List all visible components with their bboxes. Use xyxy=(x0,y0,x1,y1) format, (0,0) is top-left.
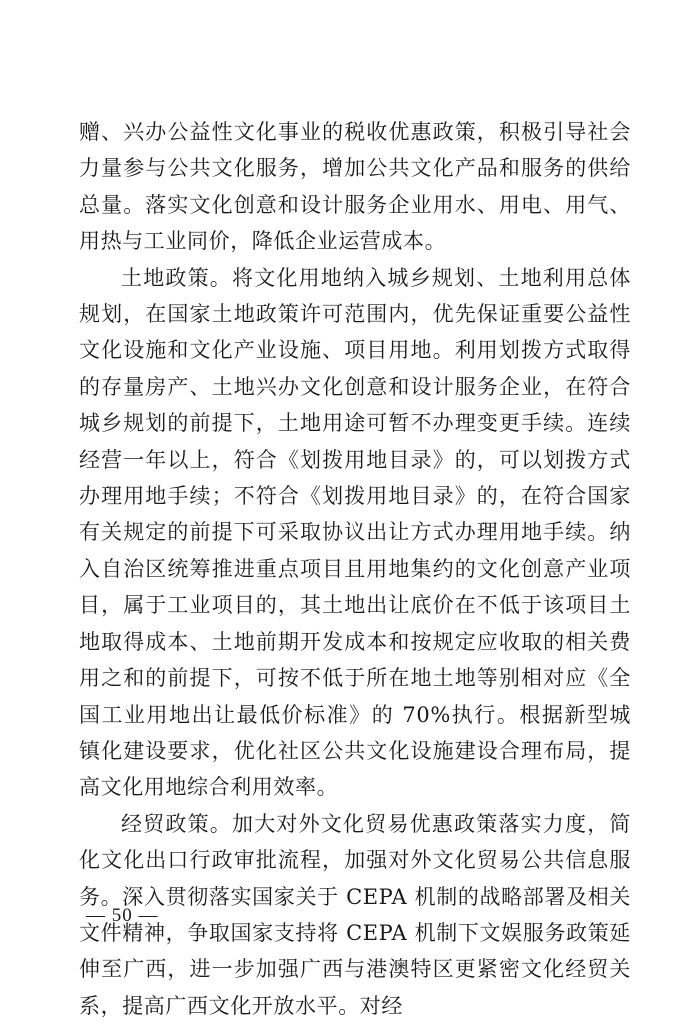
paragraph-lead-land-policy: 土地政策。 xyxy=(121,265,232,290)
paragraph-trade-policy xyxy=(79,806,631,1024)
paragraph-land-policy xyxy=(79,260,631,806)
paragraph-text: 加大对外文化贸易优惠政策落实力度，简化文化出口行政审批流程，加强对外文化贸易公共信息服务。深入贯彻落实国家关于 CEPA 机制的战略部署及相关文件精神，争取国家支持将 CEPA 机制下文娱服务政策延伸至广西，进一步加强广西与港澳特区更紧密文化经贸关系，提高广西文化开放水平。对经 xyxy=(79,811,631,1018)
page-number: — 50 — xyxy=(86,905,159,926)
paragraph-tax-continued xyxy=(79,114,631,260)
paragraph-text: 赠、兴办公益性文化事业的税收优惠政策，积极引导社会力量参与公共文化服务，增加公共文化产品和服务的供给总量。落实文化创意和设计服务企业用水、用电、用气、用热与工业同价，降低企业运营成本。 xyxy=(79,120,631,254)
paragraph-text: 将文化用地纳入城乡规划、土地利用总体规划，在国家土地政策许可范围内，优先保证重要公益性文化设施和文化产业设施、项目用地。利用划拨方式取得的存量房产、土地兴办文化创意和设计服务企业，在符合城乡规划的前提下，土地用途可暂不办理变更手续。连续经营一年以上，符合《划拨用地目录》的，可以划拨方式办理用地手续；不符合《划拨用地目录》的，在符合国家有关规定的前提下可采取协议出让方式办理用地手续。纳入自治区统筹推进重点项目且用地集约的文化创意产业项目，属于工业项目的，其土地出让底价在不低于该项目土地取得成本、土地前期开发成本和按规定应收取的相关费用之和的前提下，可按不低于所在地土地等别相对应《全国工业用地出让最低价标准》的 70%执行。根据新型城镇化建设要求，优化社区公共文化设施建设合理布局，提高文化用地综合利用效率。 xyxy=(79,265,631,800)
body-text xyxy=(79,114,631,1024)
paragraph-lead-trade-policy: 经贸政策。 xyxy=(121,811,232,836)
